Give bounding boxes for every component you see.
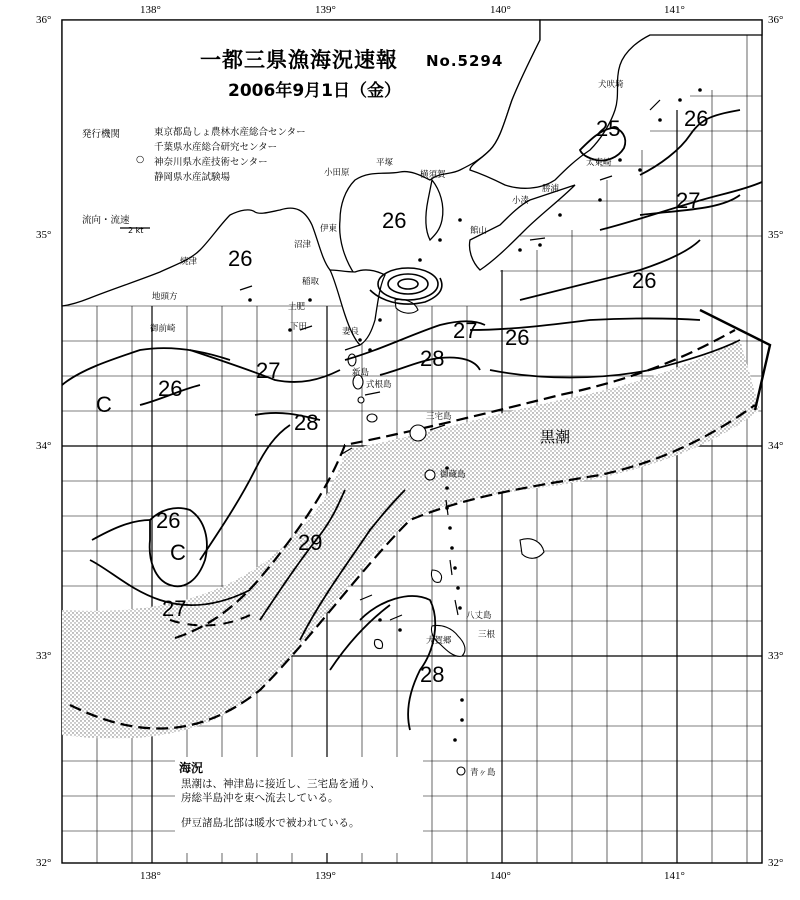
place-mikurajima: 御蔵島 <box>440 470 466 480</box>
isotherm-label-26-e: 26 <box>632 268 657 293</box>
isotherm-label-26-suruga: 26 <box>228 246 253 271</box>
place-hachijojima: 八丈島 <box>466 611 492 621</box>
kuroshio-label: 黒潮 <box>540 428 571 446</box>
cold-label-sw: C <box>170 540 186 565</box>
legend-title: 海況 <box>179 761 204 775</box>
isotherm-label-27-w: 27 <box>256 358 281 383</box>
place-inubosaki: 犬吠埼 <box>598 80 624 90</box>
miyakejima-island <box>410 425 426 441</box>
isotherm-label-27-sw: 27 <box>162 596 187 621</box>
report-title: 一都三県漁海況速報 <box>200 48 398 72</box>
south-small-island <box>374 639 382 648</box>
agency-tokyo: 東京都島しょ農林水産総合センター <box>154 127 306 138</box>
isotherm-label-27-izu: 27 <box>453 318 478 343</box>
place-izu: 伊東 <box>320 224 338 234</box>
place-yaizu: 焼津 <box>180 257 198 267</box>
place-chikyukata: 地頭方 <box>152 292 178 302</box>
lat-label-right-34: 34° <box>768 440 784 452</box>
isotherm-label-26-w: 26 <box>158 376 183 401</box>
issuer-label: 発行機関 <box>82 129 121 140</box>
isotherm-label-25: 25 <box>596 116 621 141</box>
legend-line-1: 黒潮は、神津島に接近し、三宅島を通り、 <box>181 778 381 790</box>
issue-number: No.5294 <box>426 52 504 70</box>
place-toimi: 土肥 <box>288 302 306 312</box>
place-aogashima: 青ヶ島 <box>470 768 496 778</box>
shikinejima-island <box>358 397 364 403</box>
aogashima-island <box>457 767 465 775</box>
lon-label-bottom-139: 139° <box>315 870 336 882</box>
isotherm-label-26-sagami: 26 <box>382 208 407 233</box>
lon-label-top-139: 139° <box>315 4 336 16</box>
lat-label-left-36: 36° <box>36 14 52 26</box>
lon-label-top-138: 138° <box>140 4 161 16</box>
place-niijima: 新島 <box>352 368 370 378</box>
isotherm-label-28-izu: 28 <box>420 346 445 371</box>
lat-label-left-33: 33° <box>36 650 52 662</box>
place-shikinejima: 式根島 <box>366 380 392 390</box>
place-omaezaki: 御前崎 <box>150 324 176 334</box>
place-okago: 大賀郷 <box>426 636 452 646</box>
lon-label-bottom-140: 140° <box>490 870 511 882</box>
place-miyakejima: 三宅島 <box>426 412 452 422</box>
isotherm-label-26-ne: 26 <box>684 106 709 131</box>
agency-kanagawa: 神奈川県水産技術センター <box>154 157 268 168</box>
lat-label-left-32: 32° <box>36 857 52 869</box>
agency-shizuoka: 静岡県水産試験場 <box>154 172 231 183</box>
place-kominato: 小湊 <box>512 196 530 206</box>
lon-label-top-140: 140° <box>490 4 511 16</box>
lat-label-right-32: 32° <box>768 857 784 869</box>
lat-label-left-35: 35° <box>36 229 52 241</box>
place-shimoda: 下田 <box>290 322 308 332</box>
lat-label-right-33: 33° <box>768 650 784 662</box>
circle-marker-icon: ○ <box>136 154 145 165</box>
place-yokosuka: 横須賀 <box>420 170 446 180</box>
isotherm-label-27-ne: 27 <box>676 188 701 213</box>
place-taitomisaki: 太東崎 <box>586 158 612 168</box>
agency-chiba: 千葉県水産総合研究センター <box>154 142 278 153</box>
isotherm-label-29: 29 <box>298 530 323 555</box>
lon-label-bottom-138: 138° <box>140 870 161 882</box>
place-odawara: 小田原 <box>324 168 350 178</box>
isotherm-label-28-s: 28 <box>420 662 445 687</box>
isotherm-label-28-w: 28 <box>294 410 319 435</box>
place-tateyama: 館山 <box>470 226 488 236</box>
isotherm-label-26-izu: 26 <box>505 325 530 350</box>
lat-label-left-34: 34° <box>36 440 52 452</box>
legend-line-2: 房総半島沖を東へ流去している。 <box>181 792 339 804</box>
kozushima-island <box>367 414 377 422</box>
cold-label-w: C <box>96 392 112 417</box>
report-date: 2006年9月1日（金） <box>228 81 401 101</box>
sea-condition-legend <box>175 757 423 853</box>
toshima-island <box>348 354 356 366</box>
scale-value: 2 kt <box>128 226 144 235</box>
lon-label-bottom-141: 141° <box>664 870 685 882</box>
lon-label-top-141: 141° <box>664 4 685 16</box>
scale-label: 流向・流速 <box>82 215 130 226</box>
isotherm-label-26-sw: 26 <box>156 508 181 533</box>
place-katsuura: 勝浦 <box>542 184 560 194</box>
place-mera: 妻良 <box>342 327 360 337</box>
place-hiratsuka: 平塚 <box>376 158 394 168</box>
place-numazu: 沼津 <box>294 240 312 250</box>
lat-label-right-35: 35° <box>768 229 784 241</box>
place-inatori: 稲取 <box>302 277 320 287</box>
legend-line-3: 伊豆諸島北部は暖水で被われている。 <box>181 817 360 829</box>
place-mine: 三根 <box>478 630 496 640</box>
mikurajima-island <box>425 470 435 480</box>
lat-label-right-36: 36° <box>768 14 784 26</box>
